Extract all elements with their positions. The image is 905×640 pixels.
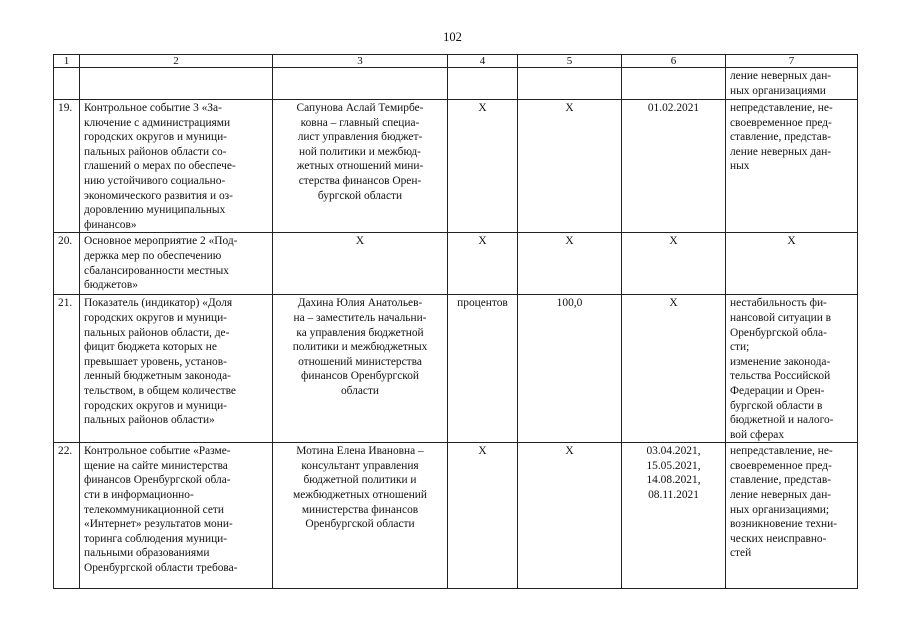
event-name [80, 68, 273, 100]
risk-cell: Х [726, 233, 858, 295]
value-cell: Х [518, 233, 622, 295]
row-number: 22. [54, 443, 80, 589]
column-number: 1 [54, 55, 80, 68]
responsible-person: Сапунова Аслай Темирбе- ковна – главный специа- лист управления бюджет- ной политики и межбюд- жетных отношений мини- стерства финансов Орен- бургской области [273, 100, 448, 233]
value-cell: Х [518, 443, 622, 589]
date-cell: 01.02.2021 [622, 100, 726, 233]
responsible-person: Х [273, 233, 448, 295]
program-table [53, 54, 858, 589]
column-number: 4 [448, 55, 518, 68]
date-cell: 03.04.2021, 15.05.2021, 14.08.2021, 08.11.2021 [622, 443, 726, 589]
table-row-22 [54, 443, 858, 589]
column-number: 6 [622, 55, 726, 68]
column-number: 3 [273, 55, 448, 68]
risk-cell: нестабильность фи- нансовой ситуации в Оренбургской обла- сти; изменение законода- тельства Российской Федерации и Орен- бургской области в бюджетной и налого- вой сферах [726, 295, 858, 443]
row-number: 20. [54, 233, 80, 295]
table-row-continuation [54, 68, 858, 100]
column-number: 5 [518, 55, 622, 68]
date-cell: Х [622, 295, 726, 443]
table-row-19 [54, 100, 858, 233]
value-cell: 100,0 [518, 295, 622, 443]
table-row-21 [54, 295, 858, 443]
responsible-person [273, 68, 448, 100]
date-cell: Х [622, 233, 726, 295]
row-number [54, 68, 80, 100]
event-name: Показатель (индикатор) «Доля городских округов и муници- пальных районов области, де- фицит бюджета которых не превышает уровень, установ- ленный бюджетным законода- тельством, в общем количестве городских округов и муници- пальных районов области» [80, 295, 273, 443]
unit-cell: процентов [448, 295, 518, 443]
value-cell [518, 68, 622, 100]
unit-cell: Х [448, 100, 518, 233]
unit-cell [448, 68, 518, 100]
unit-cell: Х [448, 443, 518, 589]
column-number-row [54, 55, 858, 68]
date-cell [622, 68, 726, 100]
event-name: Основное мероприятие 2 «Под- держка мер по обеспечению сбалансированности местных бюджетов» [80, 233, 273, 295]
row-number: 21. [54, 295, 80, 443]
risk-cell: непредставление, не- своевременное пред- ставление, представ- ление неверных дан- ных [726, 100, 858, 233]
column-number: 7 [726, 55, 858, 68]
value-cell: Х [518, 100, 622, 233]
page-number: 102 [443, 30, 462, 44]
event-name: Контрольное событие «Разме- щение на сайте министерства финансов Оренбургской обла- сти в информационно- телекоммуникационной сети «Интернет» результатов мони- торинга соблюдения муници- пальными образованиями Оренбургской области требова- [80, 443, 273, 589]
responsible-person: Дахина Юлия Анатольев- на – заместитель начальни- ка управления бюджетной политики и межбюджетных отношений министерства финансов Оренбургской области [273, 295, 448, 443]
event-name: Контрольное событие 3 «За- ключение с администрациями городских округов и муници- пальных районов области со- глашений о мерах по обеспече- нию устойчивого социально- экономического развития и оз- доровлению муниципальных финансов» [80, 100, 273, 233]
risk-cell: ление неверных дан- ных организациями [726, 68, 858, 100]
column-number: 2 [80, 55, 273, 68]
responsible-person: Мотина Елена Ивановна – консультант управления бюджетной политики и межбюджетных отношений министерства финансов Оренбургской области [273, 443, 448, 589]
unit-cell: Х [448, 233, 518, 295]
table-row-20 [54, 233, 858, 295]
risk-cell: непредставление, не- своевременное пред- ставление, представ- ление неверных дан- ных организациями; возникновение техни- ческих неисправно- стей [726, 443, 858, 589]
row-number: 19. [54, 100, 80, 233]
